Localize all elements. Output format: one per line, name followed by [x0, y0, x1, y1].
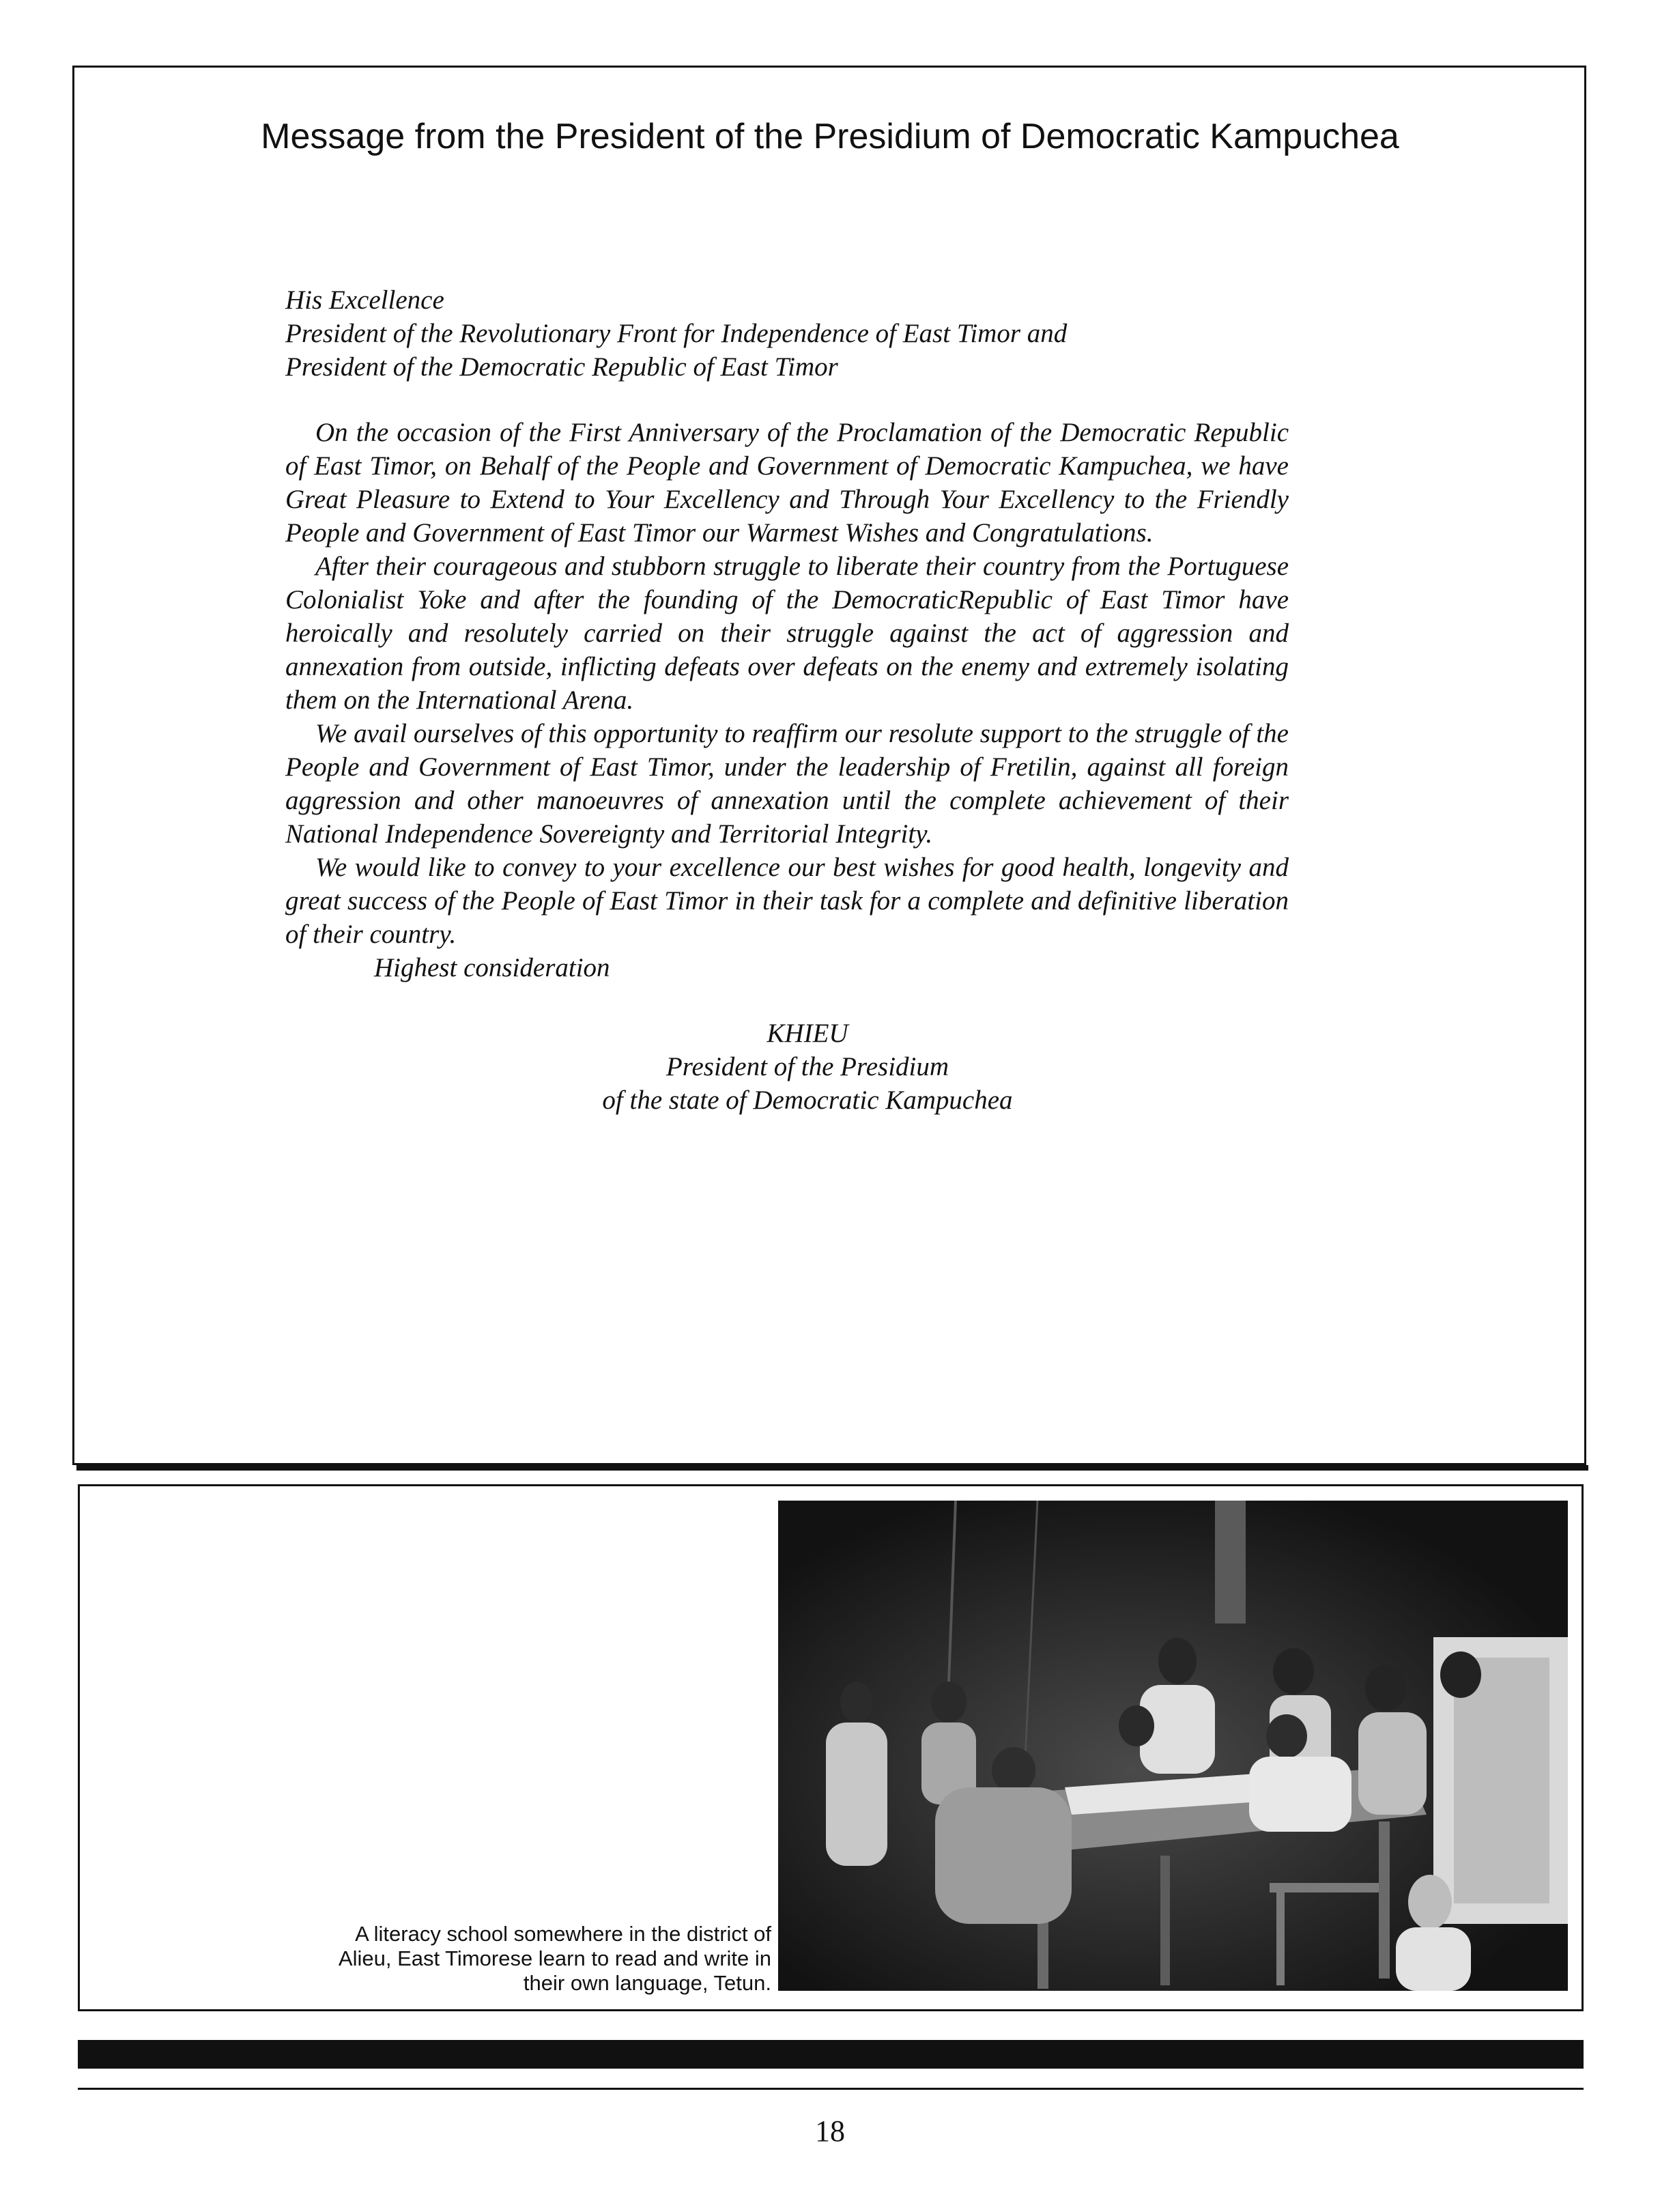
caption-line: Alieu, East Timorese learn to read and write in [338, 1946, 771, 1970]
letter-paragraph: After their courageous and stubborn struggle to liberate their country from the Portuguese Colonialist Yoke and after the founding of the DemocraticRepublic of East Timor have heroically and resolutely carried on their struggle against the act of aggression and annexation from outside, inflicting defeats over defeats on the enemy and extremely isolating them on the International Arena. [285, 552, 1289, 715]
caption-line: their own language, Tetun. [523, 1971, 771, 1995]
photo-caption [273, 1922, 771, 1996]
literacy-school-photo [778, 1501, 1568, 1991]
letter-paragraphs [285, 416, 1289, 984]
letter-paragraph: On the occasion of the First Anniversary of the Proclamation of the Democratic Republic of East Timor, on Behalf of the People and Government of Democratic Kampuchea, we have Great Pleasure to Extend to Your Excellency and Through Your Excellency to the Friendly People and Government of East Timor our Warmest Wishes and Congratulations. [285, 418, 1289, 548]
footer-band [78, 2040, 1584, 2069]
letter-paragraph: We avail ourselves of this opportunity to reaffirm our resolute support to the struggle of the People and Government of East Timor, under the leadership of Fretilin, against all foreign aggression and other manoeuvres of annexation until the complete achievement of their National Independence Sovereignty and Territorial Integrity. [285, 719, 1289, 849]
closing: Highest consideration [374, 953, 610, 982]
signature-title: of the state of Democratic Kampuchea [602, 1086, 1013, 1115]
signature-title: President of the Presidium [666, 1052, 949, 1081]
letter-body [285, 283, 1289, 1117]
signature-name: KHIEU [767, 1019, 848, 1048]
page-title: Message from the President of the Presidium of Democratic Kampuchea [261, 117, 1399, 156]
salutation-line: President of the Revolutionary Front for Independence of East Timor and [285, 319, 1068, 348]
salutation-line: His Excellence [285, 285, 444, 315]
footer-rule [78, 2088, 1584, 2090]
signature-block [326, 1017, 1289, 1117]
salutation-line: President of the Democratic Republic of East Timor [285, 352, 838, 382]
caption-line: A literacy school somewhere in the district of [355, 1922, 771, 1946]
letter-paragraph: We would like to convey to your excellence our best wishes for good health, longevity and great success of the People of East Timor in their task for a complete and definitive liberation of their country. [285, 853, 1289, 949]
photo-illustration [778, 1501, 1568, 1991]
letter-frame-shadow [76, 1465, 1588, 1471]
salutation [285, 283, 1289, 384]
page-number: 18 [815, 2114, 845, 2148]
